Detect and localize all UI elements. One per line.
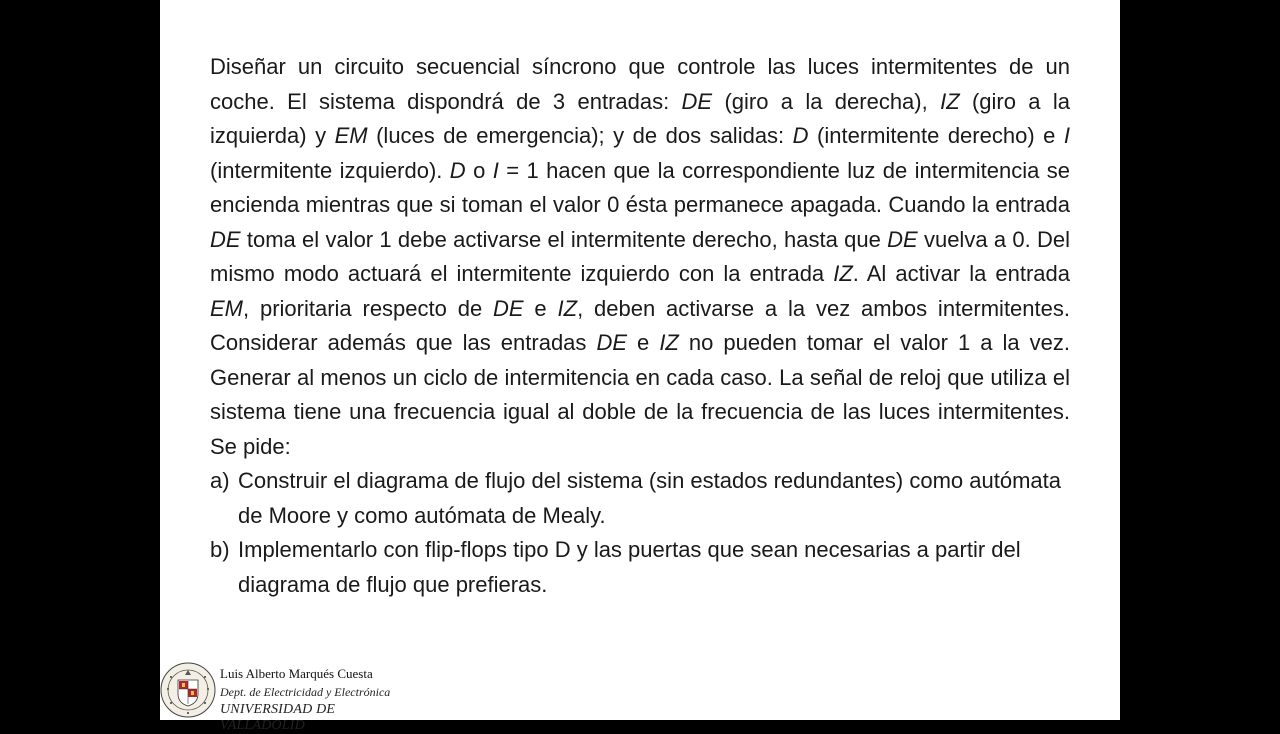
variable-name: DE (681, 88, 713, 114)
slide (160, 0, 1120, 733)
text-run: no pueden tomar el valor 1 a la vez. Generar al menos un ciclo de intermitencia en cada caso. La señal de reloj que utiliza el sistema tiene una frecuencia igual al doble de la frecuencia de las luces intermitentes. Se pide: (210, 330, 1070, 459)
text-run: (giro a la derecha), (712, 88, 941, 114)
variable-name: DE (493, 295, 524, 321)
department-name: Dept. de Electricidad y Electrónica (220, 685, 391, 699)
variable-name: IZ (557, 295, 578, 321)
problem-statement (210, 50, 1070, 602)
text-run: (luces de emergencia); y de dos salidas: (367, 123, 793, 148)
text-run: o (465, 157, 493, 183)
task-text: Construir el diagrama de flujo del sistema (sin estados redundantes) como autómata de Moore y como autómata de Mealy. (238, 468, 1061, 528)
text-run: = 1 hacen que la correspondiente luz de intermitencia se encienda mientras que si toman el valor 0 ésta permanece apagada. Cuando la entrada (210, 157, 1070, 217)
task-text: Implementarlo con flip-flops tipo D y las puertas que sean necesarias a partir del diagrama de flujo que prefieras. (238, 537, 1021, 597)
variable-name: IZ (833, 261, 853, 286)
problem-paragraph (210, 50, 1070, 464)
text-run: toma el valor 1 debe activarse el intermitente derecho, hasta que (240, 226, 888, 252)
author-footer (160, 656, 420, 733)
variable-name: IZ (940, 88, 960, 114)
variable-name: IZ (659, 330, 679, 355)
text-run: Diseñar un circuito secuencial síncrono que controle las luces intermitentes de un coche. El sistema dispondrá de 3 entradas: (210, 54, 1070, 114)
task-label: b) (210, 537, 230, 562)
text-run: e (523, 295, 558, 321)
variable-name: D (792, 123, 809, 148)
text-run: vuelva a 0. Del mismo modo actuará el intermitente izquierdo con la entrada (210, 226, 1070, 286)
task-item (210, 533, 1070, 602)
task-item (210, 464, 1070, 533)
text-run: . Al activar la entrada (852, 261, 1071, 286)
variable-name: DE (210, 226, 241, 252)
variable-name: DE (887, 226, 918, 252)
variable-name: DE (596, 330, 628, 355)
author-name: Luis Alberto Marqués Cuesta (220, 666, 373, 681)
text-run: (intermitente izquierdo). (210, 157, 450, 183)
variable-name: I (1063, 123, 1071, 148)
text-run: (giro a la izquierda) y (210, 88, 1070, 148)
text-run: (intermitente derecho) e (808, 123, 1064, 148)
text-run: , prioritaria respecto de (243, 295, 494, 321)
university-name: UNIVERSIDAD DE VALLADOLID (220, 702, 336, 733)
variable-name: D (449, 157, 466, 183)
task-list (210, 464, 1070, 602)
text-run: e (627, 330, 660, 355)
university-seal-icon (160, 660, 216, 720)
variable-name: EM (210, 295, 243, 321)
variable-name: EM (334, 123, 368, 148)
variable-name: I (492, 157, 499, 183)
text-run: , deben activarse a la vez ambos intermitentes. Considerar además que las entradas (210, 295, 1070, 355)
task-label: a) (210, 468, 230, 493)
